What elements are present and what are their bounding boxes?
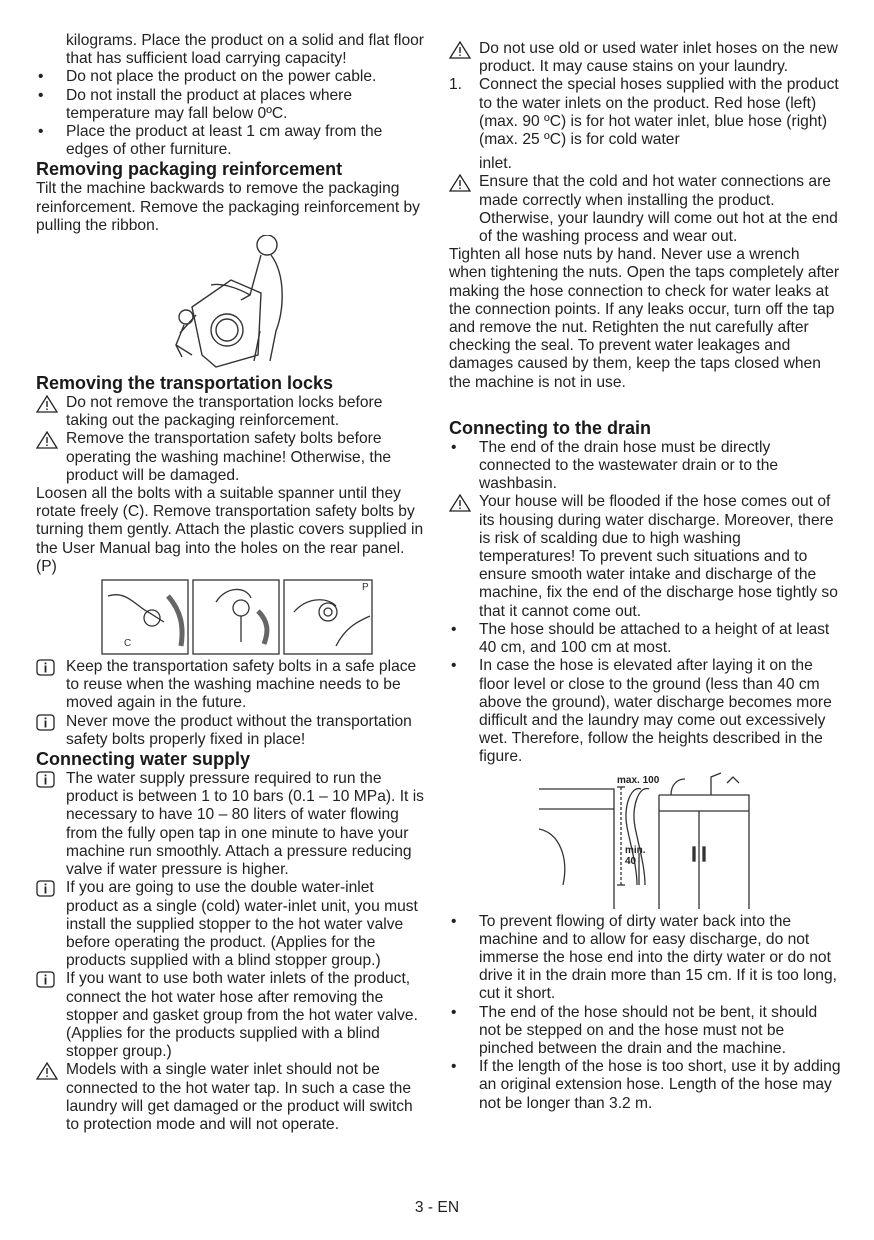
heading-water-supply: Connecting water supply [36,749,251,770]
warning-item: Do not remove the transportation locks before taking out the packaging reinforcement. [36,394,424,430]
warning-triangle-icon [449,173,473,192]
heading-packaging: Removing packaging reinforcement [36,159,343,180]
bullet-item: • Do not place the product on the power cable. [38,68,377,86]
right-column [449,40,841,1113]
intro-continuation: kilograms. Place the product on a solid and flat floor that has sufficient load carrying capacity! [66,32,424,68]
step-continuation: inlet. [479,155,512,173]
info-item: If you are going to use the double water-inlet product as a single (cold) water-inlet unit, you must install the supplied stopper to the hot water valve before operating the product. (Applies for the products supplied with a blind stopper group.) [36,879,424,970]
info-icon [36,879,60,897]
bullet-icon: • [38,86,44,104]
bullet-icon: • [38,123,44,141]
heading-transport-locks: Removing the transportation locks [36,373,334,394]
fig-min-value: 40 [625,855,637,867]
bullet-item: • To prevent flowing of dirty water back into the machine and to allow for easy discharge, do not immerse the hose end into the dirty water or do not drive it in the drain more than 15 cm. If it is too long, cut it short. [451,912,837,1003]
fig-label-c: C [124,638,132,650]
info-icon [36,713,60,731]
transport-text: Loosen all the bolts with a suitable spanner until they rotate freely (C). Remove transportation safety bolts by turning them gently. Attach the plastic covers supplied in the User Manual bag into the holes on the rear panel. (P) [36,485,424,575]
packaging-illustration [36,235,424,373]
packaging-text: Tilt the machine backwards to remove the packaging reinforcement. Remove the packaging reinforcement by pulling the ribbon. [36,180,420,234]
transport-bolts-illustration [36,576,424,658]
info-icon [36,658,60,676]
info-icon [36,970,60,988]
bullet-item: • The hose should be attached to a height of at least 40 cm, and 100 cm at most. [451,620,830,657]
fig-label-p: P [362,582,369,594]
bullet-icon: • [451,1003,457,1021]
bullet-item: • In case the hose is elevated after laying it on the floor level or close to the ground (less than 40 cm above the ground), water discharge becomes more difficult and the laundry may come out excessively wet. Therefore, follow the heights described in the figure. [451,657,832,766]
warning-item: Remove the transportation safety bolts before operating the washing machine! Otherwise, the product will be damaged. [36,430,424,485]
warning-triangle-icon [36,1061,60,1080]
fig-max-label: max. 100 [617,774,660,786]
bullet-item: • If the length of the hose is too short, use it by adding an original extension hose. Length of the hose may not be longer than 3.2 m. [451,1058,841,1112]
tighten-text: Tighten all hose nuts by hand. Never use a wrench when tightening the nuts. Open the taps completely after making the hose connection to check for water leaks at the connection points. If any leaks occur, turn off the tap and remove the nut. Retighten the nut carefully after checking the seal. To prevent water leakages and damages caused by them, keep the taps closed when the machine is not in use. [449,246,840,391]
page-number: 3 - EN [414,1199,460,1216]
info-item: If you want to use both water inlets of the product, connect the hot water hose after removing the stopper and gasket group from the hot water valve. (Applies for the products supplied with a blind stopper group.) [36,970,424,1061]
bullet-icon: • [451,912,457,930]
fig-min-label: min. [625,844,646,856]
bullet-icon: • [38,68,44,86]
drain-height-illustration [449,767,841,913]
warning-triangle-icon [449,40,473,59]
bullet-item: • The end of the hose should not be bent, it should not be stepped on and the hose must not be pinched between the drain and the machine. [451,1003,818,1057]
step-number: 1. [449,76,463,94]
info-icon [36,770,60,788]
bullet-icon: • [451,657,457,675]
bullet-icon: • [451,1058,457,1076]
info-item: The water supply pressure required to run the product is between 1 to 10 bars (0.1 – 10 MPa). It is necessary to have 10 – 80 liters of water flowing from the fully open tap in one minute to have your machine run smoothly. Attach a pressure reducing valve if water pressure is higher. [36,770,424,879]
bullet-item: • Do not install the product at places where temperature may fall below 0ºC. [38,86,353,122]
left-column [36,32,424,1134]
warning-triangle-icon [449,493,473,512]
warning-item: Models with a single water inlet should not be connected to the hot water tap. In such a case the laundry will get damaged or the product will switch to protection mode and will not operate. [36,1061,424,1134]
heading-drain: Connecting to the drain [449,417,651,438]
bullet-item: • The end of the drain hose must be directly connected to the wastewater drain or to the washbasin. [451,438,779,493]
info-item: Never move the product without the transportation safety bolts properly fixed in place! [36,713,424,749]
bullet-icon: • [451,620,457,638]
warning-item: Ensure that the cold and hot water connections are made correctly when installing the product. Otherwise, your laundry will come out hot at the end of the washing process and wear out. [449,173,841,246]
warning-item: Do not use old or used water inlet hoses on the new product. It may cause stains on your laundry. [449,40,841,76]
bullet-icon: • [451,438,457,456]
warning-triangle-icon [36,430,60,449]
bullet-item: • Place the product at least 1 cm away from the edges of other furniture. [38,123,383,159]
warning-triangle-icon [36,394,60,413]
warning-item: Your house will be flooded if the hose comes out of its housing during water discharge. Moreover, there is risk of scalding due to high washing temperatures! To prevent such situations and to ensure smooth water intake and discharge of the machine, fix the end of the discharge hose tightly so that it cannot come out. [449,493,841,620]
info-item: Keep the transportation safety bolts in a safe place to reuse when the washing machine needs to be moved again in the future. [36,658,424,713]
numbered-step: 1. Connect the special hoses supplied with the product to the water inlets on the product. Red hose (left) (max. 90 ºC) is for hot water inlet, blue hose (right) (max. 25 ºC) is for cold water [449,76,839,149]
